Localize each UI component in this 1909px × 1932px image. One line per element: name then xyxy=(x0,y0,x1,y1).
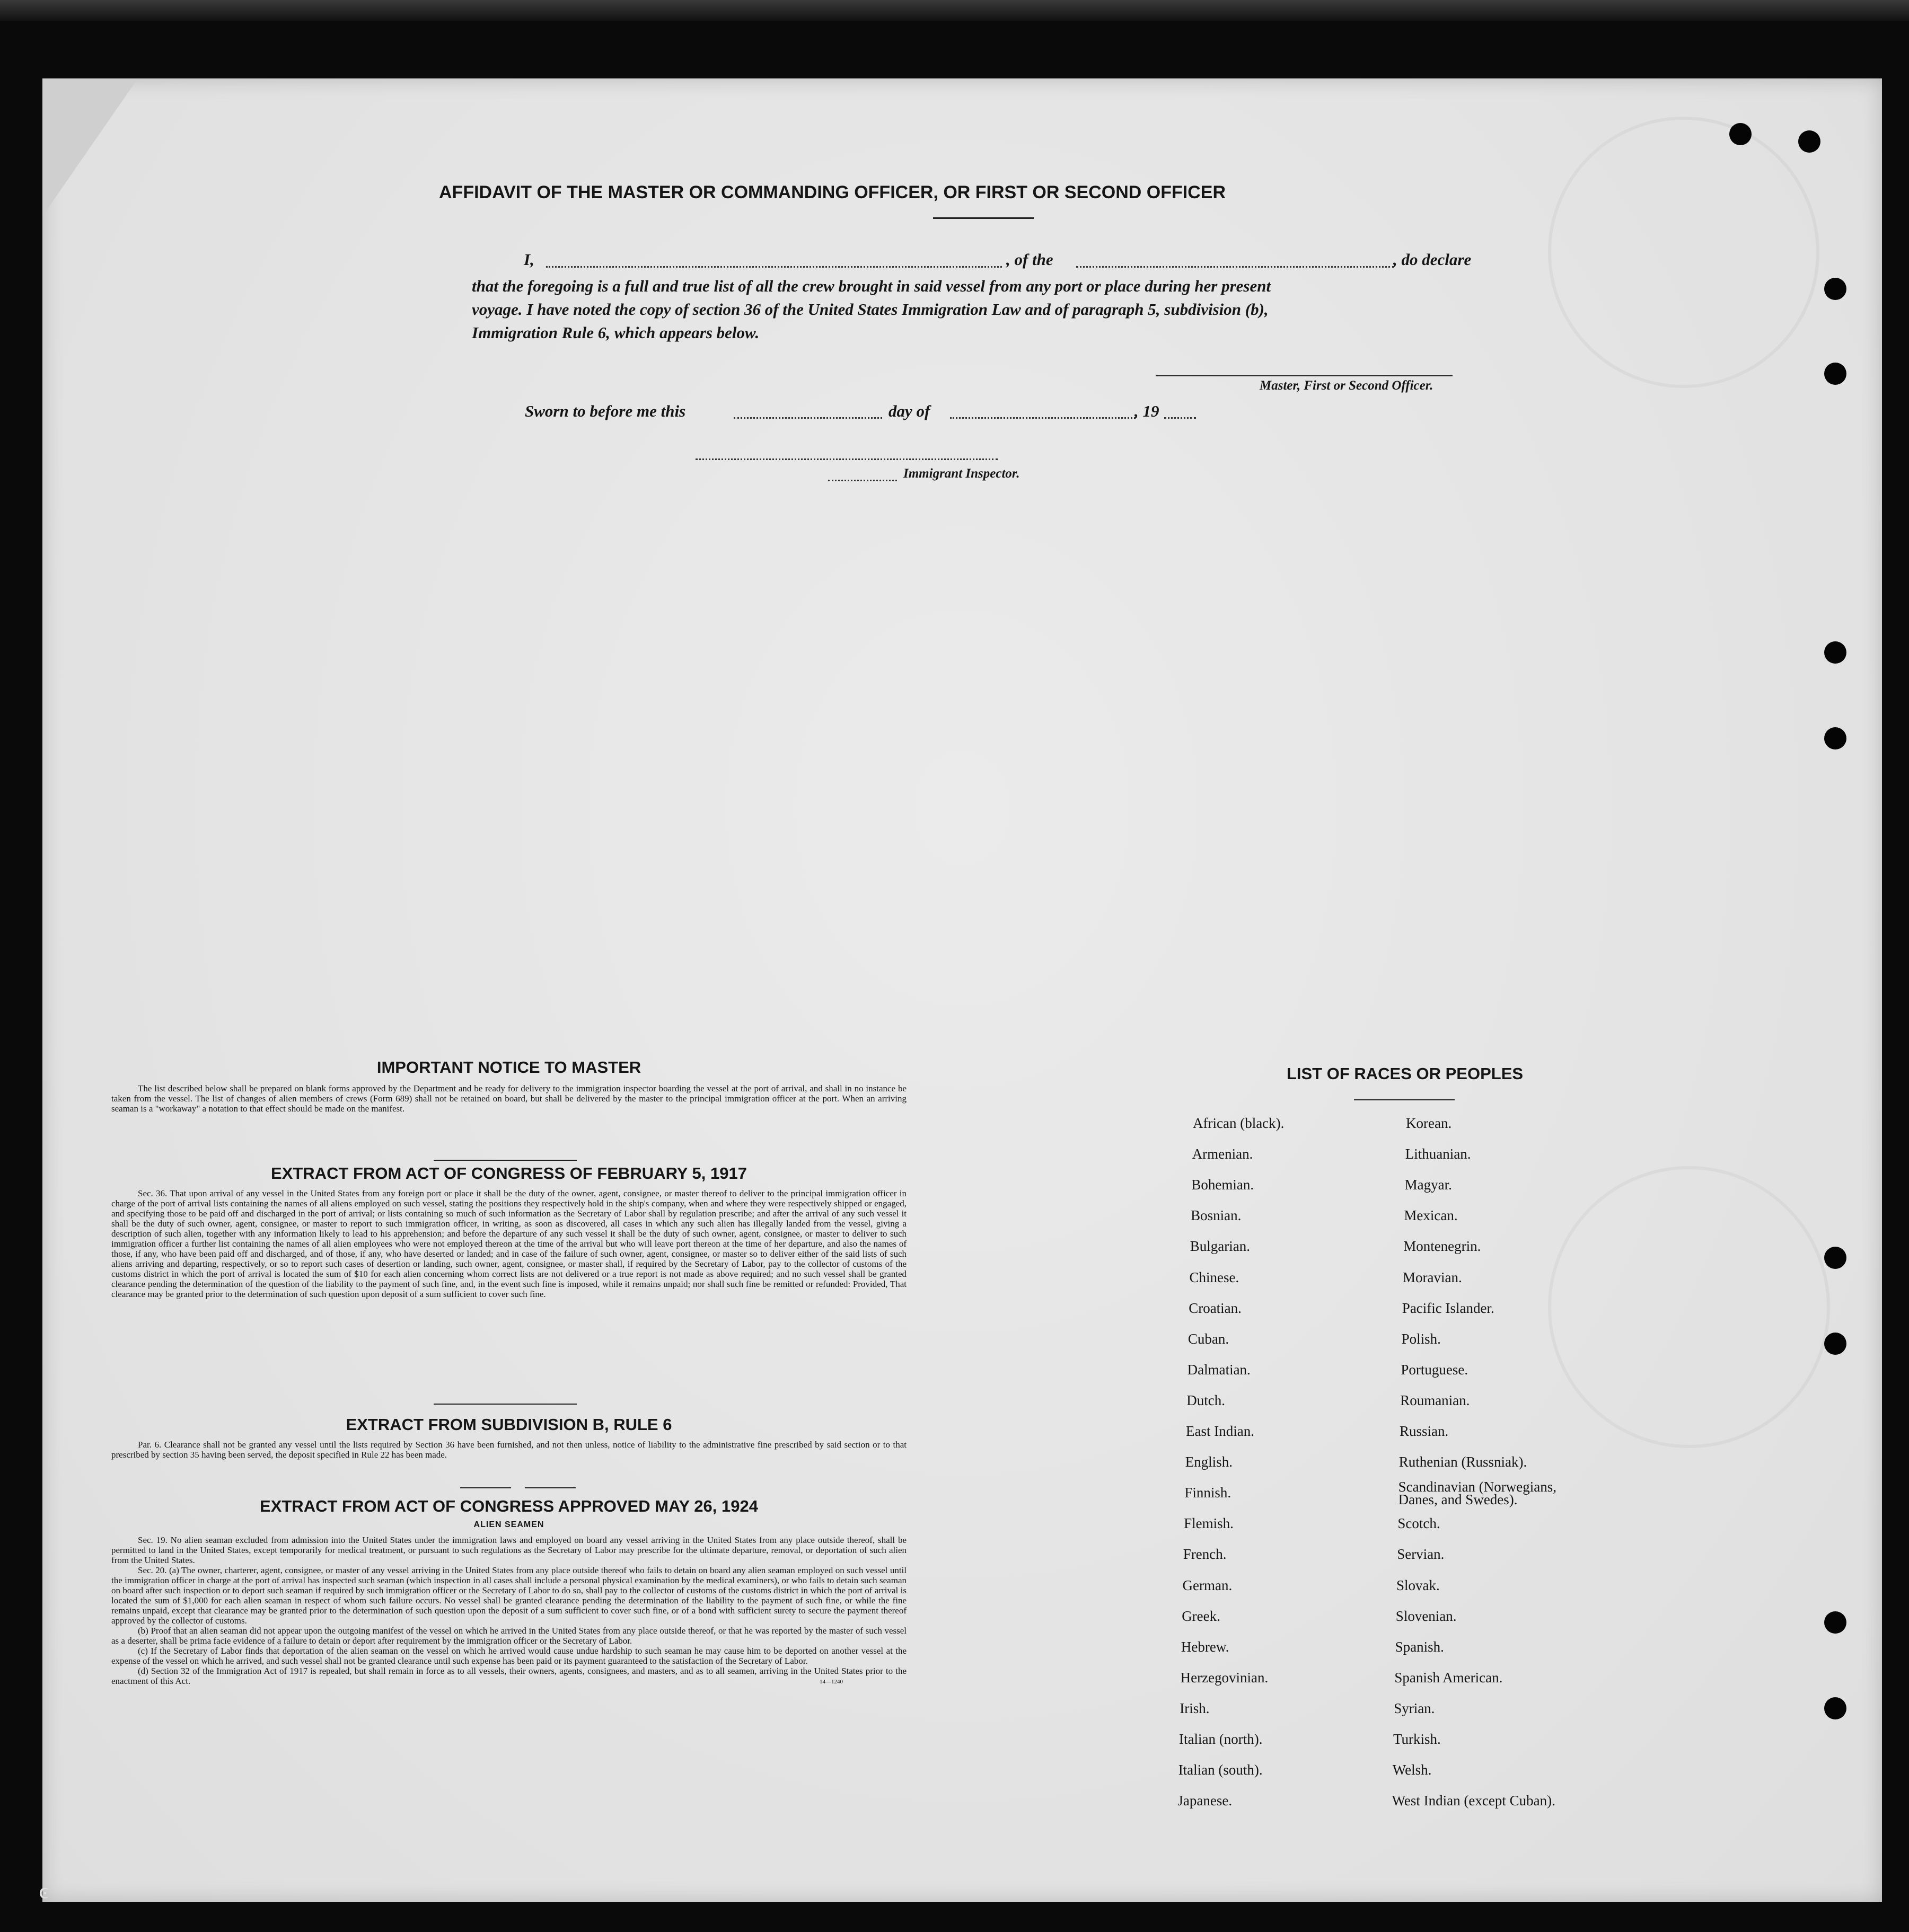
notice-section xyxy=(111,1058,907,1114)
race-item: Spanish American. xyxy=(1394,1669,1503,1686)
race-item: Lithuanian. xyxy=(1405,1146,1471,1162)
race-item: Slovenian. xyxy=(1395,1608,1457,1624)
notice-body: The list described below shall be prepared on blank forms approved by the Department and be ready for delivery to the immigration inspector boarding the vessel at the port of arrival, and shall in no instance be taken from the vessel. The list of changes of alien members of crews (Form 689) shall not be retained on board, but shall be delivered by the master to the principal immigration officer at the port. When an arriving seaman is a "workaway" a notation to that effect should be made on the manifest. xyxy=(111,1083,907,1114)
extract-1924-title: EXTRACT FROM ACT OF CONGRESS APPROVED MAY 26, 1924 xyxy=(260,1497,758,1515)
inspector-signature-line xyxy=(696,458,998,460)
binder-hole xyxy=(1824,1697,1846,1719)
race-item: Bulgarian. xyxy=(1190,1238,1251,1255)
section-divider xyxy=(434,1404,577,1405)
race-item: Slovak. xyxy=(1396,1577,1440,1593)
race-item: Flemish. xyxy=(1184,1515,1234,1532)
race-item: English. xyxy=(1185,1454,1233,1470)
race-item: Irish. xyxy=(1180,1700,1210,1716)
inspector-leader xyxy=(828,480,897,481)
race-item: Herzegovinian. xyxy=(1180,1669,1269,1686)
vessel-blank xyxy=(1076,266,1394,268)
race-item: Chinese. xyxy=(1189,1269,1239,1285)
race-item: West Indian (except Cuban). xyxy=(1392,1793,1555,1809)
year-blank xyxy=(1164,417,1196,419)
race-item: Montenegrin. xyxy=(1403,1238,1481,1255)
master-signature-caption: Master, First or Second Officer. xyxy=(1260,378,1433,393)
day-of-label: day of xyxy=(888,402,930,420)
race-item: Bohemian. xyxy=(1191,1177,1254,1193)
binder-hole xyxy=(1824,1333,1846,1355)
binder-hole xyxy=(1824,1247,1846,1269)
sworn-day-blank xyxy=(734,417,882,419)
affidavit-do-declare: , do declare xyxy=(1393,250,1472,269)
race-item: Korean. xyxy=(1406,1115,1452,1131)
affidavit-line-3: voyage. I have noted the copy of section 36 of the United States Immigration Law and of paragraph 5, subdivision (b), xyxy=(472,300,1269,319)
notice-title: IMPORTANT NOTICE TO MASTER xyxy=(376,1058,641,1077)
title-rule xyxy=(1354,1099,1455,1100)
race-item: Spanish. xyxy=(1395,1638,1444,1655)
inspector-caption: Immigrant Inspector. xyxy=(903,466,1020,481)
race-item: German. xyxy=(1182,1577,1233,1593)
section-divider xyxy=(434,1160,577,1161)
race-item: Turkish. xyxy=(1393,1731,1441,1747)
binder-hole xyxy=(1729,123,1752,145)
race-item: Croatian. xyxy=(1189,1300,1242,1316)
paragraph: Sec. 19. No alien seaman excluded from admission into the United States under the immigration laws and employed on board any vessel arriving in the United States from any place outside thereof, shall be permitted to land in the United States, except temporarily for medical treatment, or pursuant to such regulations as the Secretary of Labor may prescribe for the ultimate departure, removal, or deportation of such alien from the United States. xyxy=(111,1535,907,1565)
extract-1924-body xyxy=(111,1535,907,1686)
race-item: Scandinavian (Norwegians, Danes, and Swedes). xyxy=(1398,1479,1557,1508)
section-divider xyxy=(525,1487,576,1488)
affidavit-of-the: , of the xyxy=(1006,250,1053,269)
race-item: Armenian. xyxy=(1192,1146,1253,1162)
affidavit-line-2: that the foregoing is a full and true list of all the crew brought in said vessel from any port or place during her present xyxy=(472,277,1271,295)
paragraph: Sec. 20. (a) The owner, charterer, agent, consignee, or master of any vessel arriving in the United States from any place outside thereof who fails to detain on board any alien seaman employed on such vessel until the immigration officer in charge at the port of arrival has inspected such seaman (which inspection in all cases shall include a personal physical examination by the medical examiners), or who fails to detain such seaman on board after such inspection or to deport such seaman if required by such immigration officer or the Secretary of Labor to do so, shall pay to the collector of customs of the customs district in which the port of arrival is located the sum of $1,000 for each alien seaman in respect of whom such failure occurs. No vessel shall be granted clearance pending the determination of the liability to the payment of such fine, or while the fine remains unpaid, except that clearance may be granted prior to the determination of such question upon the deposit of a sum sufficient to cover such fine, or of a bond with sufficient surety to secure the payment thereof approved by the collector of customs. xyxy=(111,1565,907,1626)
extract-1924-subtitle: ALIEN SEAMEN xyxy=(473,1520,544,1529)
extract-rule6-section xyxy=(111,1415,907,1460)
affidavit-body xyxy=(472,275,1506,345)
extract-1917-section xyxy=(111,1164,907,1299)
race-item: Finnish. xyxy=(1184,1485,1231,1501)
extract-1924-section xyxy=(111,1497,907,1685)
seal-watermark xyxy=(1548,1166,1830,1448)
race-item: French. xyxy=(1183,1546,1227,1563)
race-item: Greek. xyxy=(1182,1608,1220,1624)
paragraph: (d) Section 32 of the Immigration Act of 1917 is repealed, but shall remain in force as to all vessels, their owners, agents, consignees, and masters, and as to all seamen, arriving in the United States prior to the enactment of this Act. xyxy=(111,1666,907,1686)
race-item: Scotch. xyxy=(1397,1515,1440,1532)
race-item: Syrian. xyxy=(1394,1700,1435,1716)
binder-hole xyxy=(1824,1611,1846,1634)
binder-hole xyxy=(1824,278,1846,300)
seal-watermark xyxy=(1548,117,1819,388)
race-item: Servian. xyxy=(1397,1546,1445,1563)
race-item: Japanese. xyxy=(1177,1793,1233,1809)
race-item: Magyar. xyxy=(1404,1177,1452,1193)
races-title: LIST OF RACES OR PEOPLES xyxy=(1286,1064,1524,1083)
sworn-month-blank xyxy=(950,417,1136,419)
extract-rule6-title: EXTRACT FROM SUBDIVISION B, RULE 6 xyxy=(346,1415,672,1434)
binder-hole xyxy=(1824,641,1846,664)
extract-1917-body: Sec. 36. That upon arrival of any vessel in the United States from any foreign port or place it shall be the duty of the owner, agent, consignee, or master thereof to deliver to the principal immigration officer in charge of the port of arrival lists containing the names of all aliens employed on such vessel, stating the positions they respectively hold in the ship's company, when and where they were respectively shipped or engaged, and specifying those to be paid off and discharged in the port of arrival; or lists containing so much of such information as the Secretary of Labor shall by regulation prescribe; and after the arrival of any such vessel it shall be the duty of such owner, agent, consignee, or master to report to such immigration officer, in writing, as soon as discovered, all cases in which any such alien has illegally landed from the vessel, giving a description of such alien, together with any information likely to lead to his apprehension; and before the departure of any such vessel it shall be the duty of such owner, agent, consignee, or master to deliver to such immigration officer a further list containing the names of all alien employees who were not employed thereon at the time of the arrival but who will leave port thereon at the time of her departure, and also the names of those, if any, who have been paid off and discharged, and of those, if any, who have deserted or landed; and in case of the failure of such owner, agent, consignee, or master so to deliver either of the said lists of such aliens arriving and departing, respectively, or so to report such cases of desertion or landing, such owner, agent, consignee, or master shall, if required by the Secretary of Labor, pay to the collector of customs of the customs district in which the port of arrival is located the sum of $10 for each alien concerning whom correct lists are not delivered or a true report is not made as above required; and no such vessel shall be granted clearance pending the determination of the question of the liability to the payment of such fine, and, in the event such fine is imposed, while it remains unpaid; nor shall such fine be remitted or refunded: Provided, That clearance may be granted prior to the determination of such question upon deposit of a sum sufficient to cover such fine. xyxy=(111,1188,907,1299)
race-item: Ruthenian (Russniak). xyxy=(1398,1454,1527,1470)
affidavit-line-4: Immigration Rule 6, which appears below. xyxy=(472,323,760,342)
corner-mark: ͼ xyxy=(39,1879,49,1903)
race-item: Cuban. xyxy=(1187,1330,1229,1347)
affidavit-title: AFFIDAVIT OF THE MASTER OR COMMANDING OFFICER, OR FIRST OR SECOND OFFICER xyxy=(439,182,1226,202)
name-blank xyxy=(546,266,1002,268)
binder-hole xyxy=(1798,130,1820,153)
race-item: Hebrew. xyxy=(1181,1638,1229,1655)
race-item: Polish. xyxy=(1401,1330,1441,1347)
race-item: East Indian. xyxy=(1186,1423,1254,1439)
scan-top-edge xyxy=(0,0,1909,21)
race-item: Italian (south). xyxy=(1178,1762,1263,1778)
race-item: Welsh. xyxy=(1392,1762,1432,1778)
paragraph: (b) Proof that an alien seaman did not appear upon the outgoing manifest of the vessel on which he arrived in the United States from any place outside thereof, or that he was reported by the master of such vessel as a deserter, shall be prima facie evidence of a failure to detain or deport after requirement by the immigration officer or the Secretary of Labor. xyxy=(111,1626,907,1646)
form-number: 14—1240 xyxy=(820,1679,843,1685)
master-signature-line xyxy=(1156,375,1453,376)
extract-1917-title: EXTRACT FROM ACT OF CONGRESS OF FEBRUARY 5, 1917 xyxy=(271,1164,747,1183)
binder-hole xyxy=(1824,363,1846,385)
sworn-label: Sworn to before me this xyxy=(525,402,686,420)
affidavit-i-label: I, xyxy=(524,250,534,269)
year-prefix: , 19 xyxy=(1134,402,1159,420)
race-item: Portuguese. xyxy=(1401,1361,1468,1378)
paragraph: (c) If the Secretary of Labor finds that deportation of the alien seaman on the vessel on which he arrived would cause undue hardship to such seaman he may cause him to be deported on another vessel at the expense of the vessel on which he arrived, and such vessel shall not be granted clearance until such expense has been paid or its payment guaranteed to the satisfaction of the Secretary of Labor. xyxy=(111,1646,907,1666)
binder-hole xyxy=(1824,727,1846,749)
extract-rule6-body: Par. 6. Clearance shall not be granted any vessel until the lists required by Section 36 have been furnished, and not then unless, notice of liability to the administrative fine prescribed by said section or to that prescribed by section 35 having been served, the deposit specified in Rule 22 has been made. xyxy=(111,1440,907,1460)
race-item: Bosnian. xyxy=(1191,1207,1242,1224)
folded-corner xyxy=(42,78,138,216)
race-item: Mexican. xyxy=(1404,1207,1458,1224)
section-divider xyxy=(460,1487,511,1488)
race-item: African (black). xyxy=(1193,1115,1285,1131)
race-item: Moravian. xyxy=(1403,1269,1462,1285)
race-item: Italian (north). xyxy=(1179,1731,1263,1747)
race-item: Dalmatian. xyxy=(1187,1361,1251,1378)
race-item: Russian. xyxy=(1400,1423,1449,1439)
race-item: Dutch. xyxy=(1186,1392,1226,1408)
title-rule xyxy=(933,217,1034,219)
race-item: Pacific Islander. xyxy=(1402,1300,1494,1316)
race-item: Roumanian. xyxy=(1400,1392,1470,1408)
